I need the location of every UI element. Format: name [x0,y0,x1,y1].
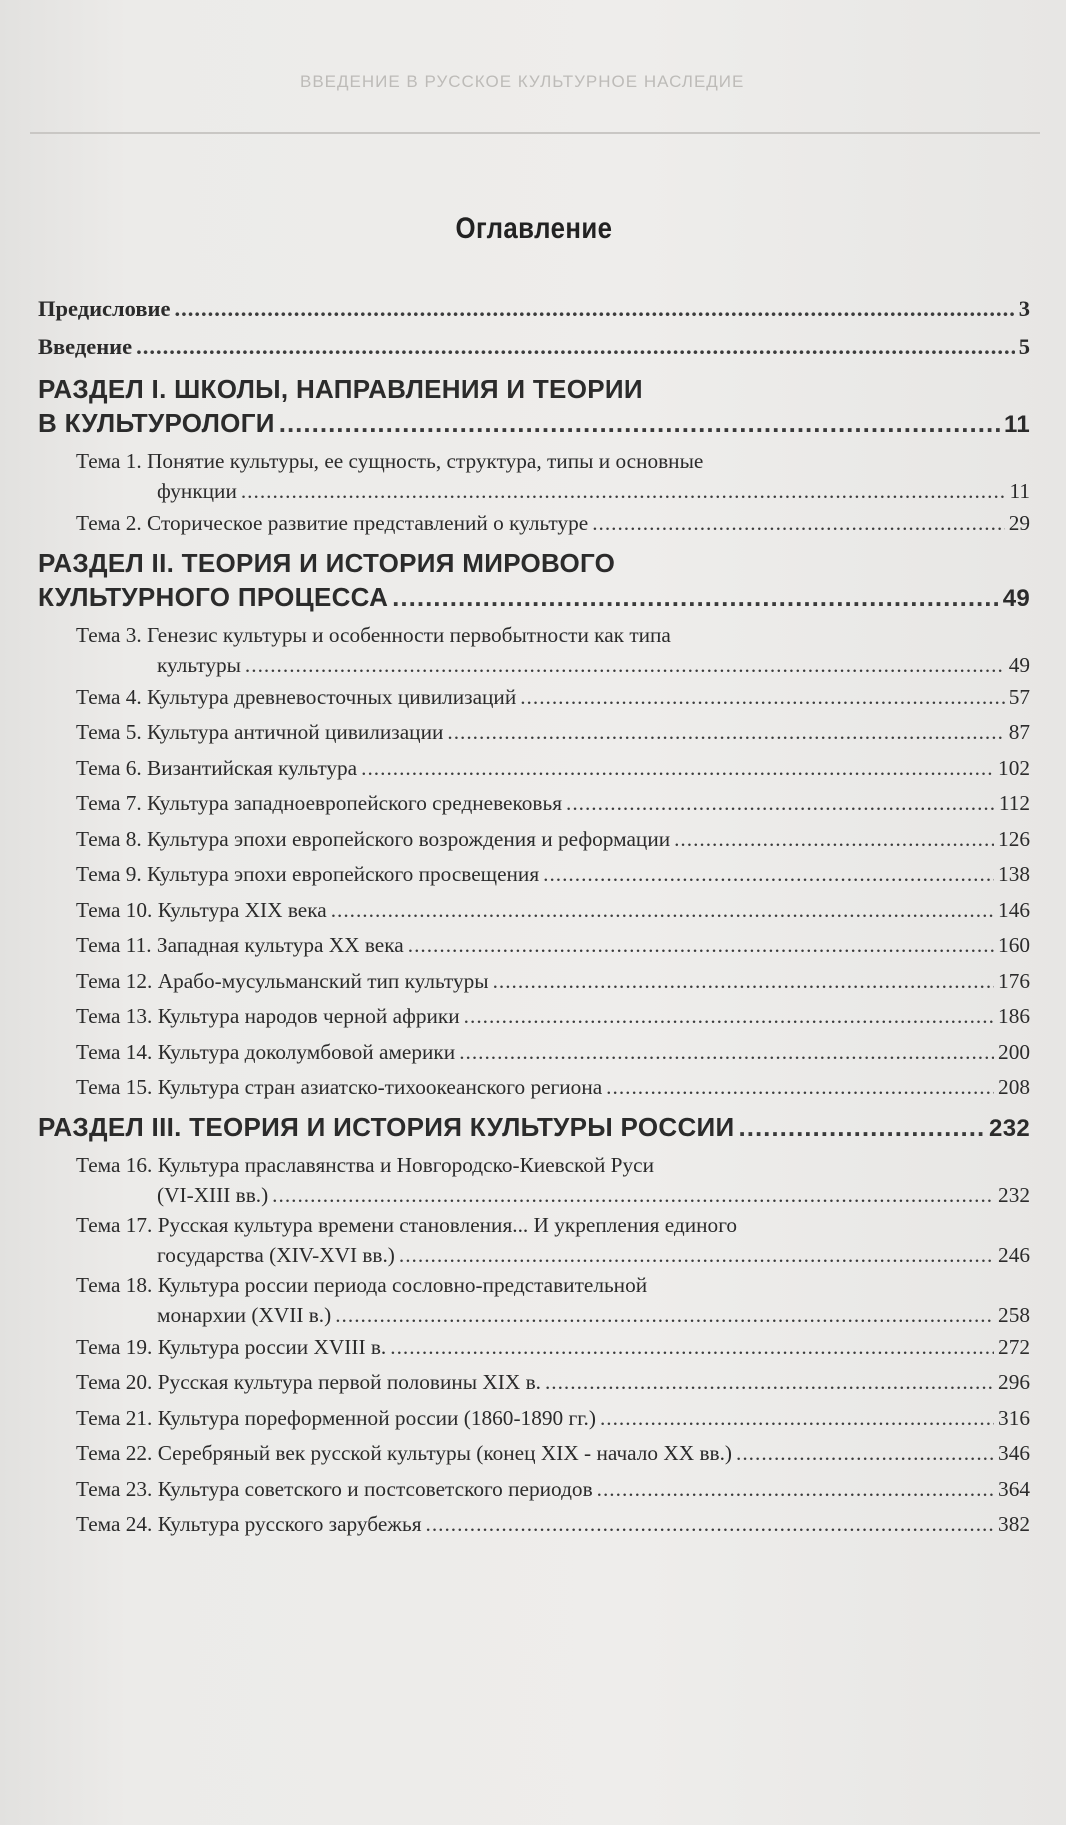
toc-page-number: 11 [1009,479,1030,503]
section-title-line: КУЛЬТУРНОГО ПРОЦЕССА [38,581,389,612]
leader-dots [543,857,994,893]
topic-title-line: Тема 1. Понятие культуры, ее сущность, структура, типы и основные [76,449,704,473]
leader-dots [245,650,1005,680]
toc-topic-entry[interactable] [38,446,1030,506]
table-of-contents [38,212,1030,1543]
leader-dots [600,1401,994,1437]
topic-title-line: Тема 19. Культура россии XVIII в. [76,1334,387,1359]
toc-topic-entry[interactable] [38,822,1030,858]
leader-dots [592,506,1005,542]
toc-page-number: 102 [998,755,1030,780]
toc-page-number: 232 [998,1182,1030,1207]
topic-title-line: Тема 11. Западная культура XX века [76,933,404,957]
topic-title-line: Тема 3. Генезис культуры и особенности первобытности как типа [76,622,671,647]
toc-page-number: 112 [998,791,1030,815]
leader-dots [361,751,994,787]
toc-topic-entry[interactable] [38,751,1030,787]
topic-title-line: Тема 8. Культура эпохи европейского возрождения и реформации [76,826,671,851]
toc-topic-entry[interactable] [38,786,1030,822]
topic-title-line: Тема 2. Сторическое развитие представлений о культуре [76,511,589,535]
toc-entry-label: Введение [38,334,133,359]
toc-page-number: 272 [998,1334,1030,1359]
toc-topic-entry[interactable] [38,1401,1030,1437]
toc-topic-entry[interactable] [38,1436,1030,1472]
leader-dots [399,1240,994,1270]
leader-dots [335,1300,994,1330]
toc-page-number: 126 [998,826,1030,851]
leader-dots [736,1436,994,1472]
leader-dots [447,715,1004,751]
toc-topic-entry[interactable] [38,1365,1030,1401]
section-title-line: В КУЛЬТУРОЛОГИ [38,408,275,438]
leader-dots [464,999,994,1035]
toc-page-number: 176 [998,968,1030,993]
toc-entry-label: Предисловие [38,296,171,321]
toc-topic-entry[interactable] [38,715,1030,751]
toc-title: Оглавление [455,212,613,245]
topic-title-line: Тема 13. Культура народов черной африки [76,1004,460,1028]
topic-title-line: Тема 15. Культура стран азиатско-тихоокеанского региона [76,1075,603,1099]
section-title-line: РАЗДЕЛ II. ТЕОРИЯ И ИСТОРИЯ МИРОВОГО [38,547,616,578]
toc-page-number: 160 [998,933,1030,957]
toc-topic-entry[interactable] [38,1150,1030,1210]
toc-section-1[interactable] [38,372,1030,442]
leader-dots [597,1472,994,1508]
toc-page-number: 200 [998,1039,1030,1064]
topic-title-line: монархии (XVII в.) [157,1302,332,1327]
toc-topic-entry[interactable] [38,857,1030,893]
toc-page-number: 49 [1008,652,1030,677]
toc-topic-entry[interactable] [38,1210,1030,1270]
toc-page-number: 138 [998,862,1030,886]
leader-dots [408,928,994,964]
toc-page-number: 258 [998,1302,1030,1327]
toc-topic-entry[interactable] [38,506,1030,542]
topic-title-line: Тема 20. Русская культура первой половины XIX в. [76,1370,541,1394]
leader-dots [279,406,1000,440]
toc-page-number: 346 [998,1441,1030,1465]
topic-title-line: Тема 22. Серебряный век русской культуры (конец XIX - начало XX вв.) [76,1441,733,1465]
topic-title-line: Тема 18. Культура россии периода сословно-представительной [76,1272,648,1297]
toc-topic-entry[interactable] [38,1472,1030,1508]
topic-title-line: государства (XIV-XVI вв.) [157,1242,395,1267]
toc-page-number: 49 [1002,584,1030,612]
toc-page-number: 87 [1008,720,1030,744]
toc-page-number: 29 [1008,511,1030,535]
section-title-line: РАЗДЕЛ III. ТЕОРИЯ И ИСТОРИЯ КУЛЬТУРЫ РОССИИ [38,1111,735,1142]
leader-dots [566,786,995,822]
toc-page-number: 57 [1008,684,1030,709]
toc-page-number: 316 [998,1405,1030,1430]
toc-topic-entry[interactable] [38,680,1030,716]
toc-page-number: 5 [1018,334,1030,359]
toc-topic-entry[interactable] [38,893,1030,929]
leader-dots [459,1035,994,1071]
leader-dots [520,680,1004,716]
topic-title-line: Тема 7. Культура западноевропейского средневековья [76,791,562,815]
section-title-line: РАЗДЕЛ I. ШКОЛЫ, НАПРАВЛЕНИЯ И ТЕОРИИ [38,374,643,404]
leader-dots [392,580,999,614]
topic-title-line: Тема 10. Культура XIX века [76,897,327,922]
toc-page-number: 296 [998,1370,1030,1394]
toc-entry-introduction[interactable] [38,334,1030,360]
leader-dots [493,964,994,1000]
toc-topic-entry[interactable] [38,1035,1030,1071]
running-head-text: ВВЕДЕНИЕ В РУССКОЕ КУЛЬТУРНОЕ НАСЛЕДИЕ [300,72,745,91]
topic-title-line: Тема 4. Культура древневосточных цивилизаций [76,684,517,709]
toc-topic-entry[interactable] [38,620,1030,680]
leader-dots [174,296,1014,322]
leader-dots [241,476,1006,506]
topic-title-line: Тема 9. Культура эпохи европейского просвещения [76,862,540,886]
leader-dots [136,334,1015,360]
toc-topic-entry[interactable] [38,1507,1030,1543]
header-rule [30,132,1040,134]
topic-title-line: Тема 21. Культура пореформенной россии (1860-1890 гг.) [76,1405,596,1430]
toc-topic-entry[interactable] [38,964,1030,1000]
topic-title-line: (VI-XIII вв.) [157,1182,269,1207]
toc-section-3[interactable] [38,1110,1030,1146]
topic-title-line: Тема 24. Культура русского зарубежья [76,1512,422,1536]
toc-page-number: 146 [998,897,1030,922]
leader-dots [739,1110,986,1144]
topic-title-line: Тема 16. Культура праславянства и Новгородско-Киевской Руси [76,1152,655,1177]
leader-dots [272,1180,994,1210]
toc-topic-entry[interactable] [38,999,1030,1035]
toc-topic-entry[interactable] [38,1070,1030,1106]
toc-page-number: 364 [998,1476,1030,1501]
leader-dots [331,893,994,929]
topic-title-line: культуры [157,652,241,677]
toc-topic-entry[interactable] [38,1330,1030,1366]
topic-title-line: Тема 23. Культура советского и постсоветского периодов [76,1476,593,1501]
leader-dots [674,822,994,858]
toc-sections [38,372,1030,1543]
topic-title-line: Тема 17. Русская культура времени становления... И укрепления единого [76,1212,738,1237]
toc-page-number: 11 [1004,411,1030,438]
toc-topic-entry[interactable] [38,1270,1030,1330]
leader-dots [606,1070,994,1106]
leader-dots [545,1365,994,1401]
running-head [300,68,1040,128]
topic-title-line: Тема 6. Византийская культура [76,755,358,780]
topic-title-line: Тема 5. Культура античной цивилизации [76,720,444,744]
leader-dots [426,1507,995,1543]
topic-title-line: Тема 14. Культура доколумбовой америки [76,1039,456,1064]
toc-page-number: 232 [989,1114,1030,1142]
toc-page-number: 186 [998,1004,1030,1028]
toc-page-number: 208 [998,1075,1030,1099]
leader-dots [390,1330,994,1366]
toc-topic-entry[interactable] [38,928,1030,964]
topic-title-line: Тема 12. Арабо-мусульманский тип культуры [76,968,489,993]
toc-page-number: 382 [998,1512,1030,1536]
toc-entry-preface[interactable] [38,296,1030,322]
toc-page-number: 246 [998,1242,1030,1267]
topic-title-line: функции [157,479,237,503]
toc-page-number: 3 [1018,296,1030,321]
toc-section-2[interactable] [38,546,1030,616]
